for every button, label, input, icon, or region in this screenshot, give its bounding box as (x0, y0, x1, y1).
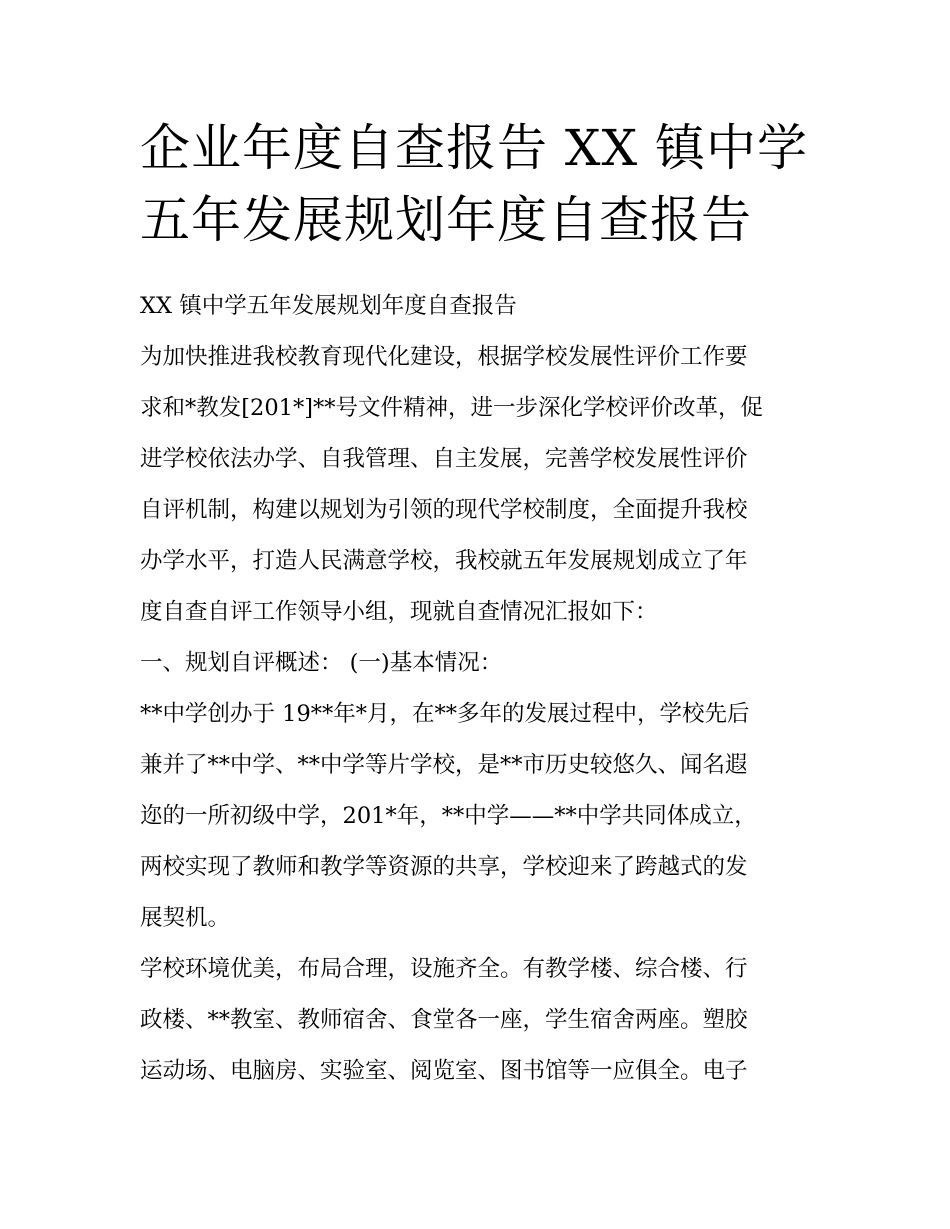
body-line: 学校环境优美，布局合理，设施齐全。有教学楼、综合楼、行 (140, 956, 748, 982)
body-line: 办学水平，打造人民满意学校，我校就五年发展规划成立了年 (140, 548, 748, 574)
body-line: XX 镇中学五年发展规划年度自查报告 (140, 293, 517, 319)
section-heading: 一、规划自评概述： (一)基本情况： (140, 650, 503, 676)
title-line-2: 五年发展规划年度自查报告 (140, 191, 752, 249)
body-line: 度自查自评工作领导小组，现就自查情况汇报如下： (140, 599, 658, 625)
body-line: 迩的一所初级中学，201*年，**中学——**中学共同体成立， (140, 803, 757, 829)
body-line: 运动场、电脑房、实验室、阅览室、图书馆等一应俱全。电子 (140, 1058, 748, 1084)
body-line: 两校实现了教师和教学等资源的共享，学校迎来了跨越式的发 (140, 854, 748, 880)
document-title (140, 112, 840, 256)
body-line: 兼并了**中学、**中学等片学校，是**市历史较悠久、闻名遐 (140, 752, 748, 778)
document-body (140, 281, 820, 1097)
body-line: 求和*教发[201*]**号文件精神，进一步深化学校评价改革，促 (140, 395, 764, 421)
title-line-1: 企业年度自查报告 XX 镇中学 (140, 119, 808, 177)
body-line: 展契机。 (140, 905, 231, 931)
body-line: 政楼、**教室、教师宿舍、食堂各一座，学生宿舍两座。塑胶 (140, 1007, 748, 1033)
body-line: 为加快推进我校教育现代化建设，根据学校发展性评价工作要 (140, 344, 748, 370)
body-line: **中学创办于 19**年*月，在**多年的发展过程中，学校先后 (140, 701, 750, 727)
body-line: 进学校依法办学、自我管理、自主发展，完善学校发展性评价 (140, 446, 748, 472)
body-line: 自评机制，构建以规划为引领的现代学校制度，全面提升我校 (140, 497, 748, 523)
